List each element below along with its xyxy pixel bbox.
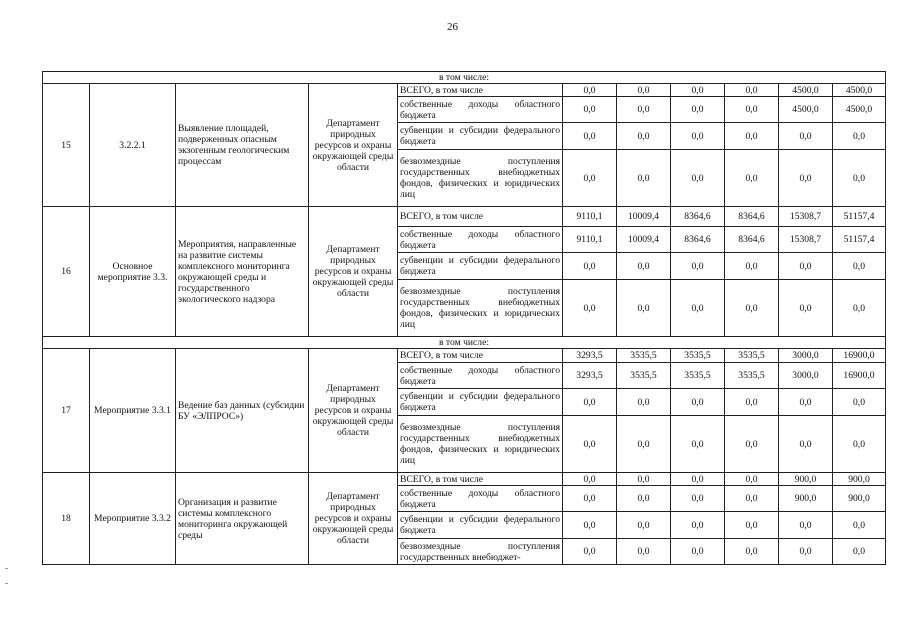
row-department: Департамент природных ресурсов и охраны окружающей среды области [309, 349, 398, 473]
value-cell: 0,0 [725, 416, 779, 473]
source-total: ВСЕГО, в том числе [398, 207, 563, 227]
value-cell: 0,0 [833, 253, 886, 280]
row-code: Основное мероприятие 3.3. [90, 207, 176, 337]
value-cell: 3535,5 [725, 349, 779, 363]
row-department: Департамент природных ресурсов и охраны окружающей среды области [309, 473, 398, 565]
value-cell: 0,0 [563, 512, 617, 539]
row-code: Мероприятие 3.3.1 [90, 349, 176, 473]
subheader-label: в том числе: [43, 337, 886, 349]
table-row [43, 84, 886, 97]
value-cell: 3535,5 [671, 349, 725, 363]
value-cell: 10009,4 [617, 227, 671, 253]
value-cell: 10009,4 [617, 207, 671, 227]
value-cell: 0,0 [563, 416, 617, 473]
value-cell: 0,0 [779, 253, 833, 280]
value-cell: 0,0 [563, 97, 617, 123]
value-cell: 0,0 [725, 150, 779, 207]
row-number: 16 [43, 207, 90, 337]
value-cell: 0,0 [671, 416, 725, 473]
source-regional: собственные доходы областного бюджета [398, 363, 563, 389]
value-cell: 0,0 [671, 486, 725, 512]
value-cell: 4500,0 [779, 97, 833, 123]
value-cell: 0,0 [779, 539, 833, 565]
value-cell: 0,0 [725, 84, 779, 97]
value-cell: 0,0 [563, 123, 617, 150]
source-total: ВСЕГО, в том числе [398, 473, 563, 486]
value-cell: 0,0 [617, 253, 671, 280]
subheader-row [43, 337, 886, 349]
value-cell: 0,0 [671, 97, 725, 123]
value-cell: 0,0 [617, 97, 671, 123]
value-cell: 0,0 [671, 389, 725, 416]
value-cell: 16900,0 [833, 349, 886, 363]
value-cell: 0,0 [563, 253, 617, 280]
budget-table [42, 71, 886, 565]
value-cell: 0,0 [617, 512, 671, 539]
value-cell: 0,0 [671, 150, 725, 207]
value-cell: 900,0 [779, 486, 833, 512]
value-cell: 8364,6 [671, 207, 725, 227]
row-name: Ведение баз данных (субсидии БУ «ЭЛПРОС») [176, 349, 309, 473]
scan-artifact [5, 568, 8, 584]
value-cell: 3535,5 [617, 349, 671, 363]
value-cell: 0,0 [563, 280, 617, 337]
value-cell: 0,0 [725, 512, 779, 539]
value-cell: 0,0 [725, 473, 779, 486]
value-cell: 0,0 [617, 150, 671, 207]
value-cell: 9110,1 [563, 207, 617, 227]
value-cell: 0,0 [833, 512, 886, 539]
value-cell: 0,0 [671, 512, 725, 539]
row-name: Организация и развитие системы комплексного мониторинга окружающей среды [176, 473, 309, 565]
value-cell: 0,0 [833, 539, 886, 565]
budget-table-sheet [42, 71, 886, 565]
value-cell: 0,0 [563, 539, 617, 565]
value-cell: 4500,0 [833, 84, 886, 97]
value-cell: 0,0 [617, 123, 671, 150]
subheader-label: в том числе: [43, 72, 886, 84]
value-cell: 3000,0 [779, 349, 833, 363]
value-cell: 0,0 [671, 280, 725, 337]
value-cell: 4500,0 [833, 97, 886, 123]
source-total: ВСЕГО, в том числе [398, 84, 563, 97]
value-cell: 3535,5 [671, 363, 725, 389]
source-regional: собственные доходы областного бюджета [398, 97, 563, 123]
row-name: Выявление площадей, подверженных опасным экзогенным геологическим процессам [176, 84, 309, 207]
value-cell: 51157,4 [833, 207, 886, 227]
value-cell: 0,0 [617, 84, 671, 97]
page-number: 26 [447, 21, 458, 33]
value-cell: 0,0 [671, 539, 725, 565]
source-federal: субвенции и субсидии федерального бюджета [398, 253, 563, 280]
source-regional: собственные доходы областного бюджета [398, 227, 563, 253]
value-cell: 15308,7 [779, 207, 833, 227]
value-cell: 0,0 [563, 486, 617, 512]
value-cell: 0,0 [779, 389, 833, 416]
value-cell: 0,0 [779, 416, 833, 473]
value-cell: 0,0 [833, 389, 886, 416]
source-total: ВСЕГО, в том числе [398, 349, 563, 363]
value-cell: 0,0 [833, 280, 886, 337]
table-row [43, 207, 886, 227]
value-cell: 3535,5 [725, 363, 779, 389]
value-cell: 0,0 [779, 512, 833, 539]
row-code: Мероприятие 3.3.2 [90, 473, 176, 565]
value-cell: 0,0 [779, 280, 833, 337]
value-cell: 51157,4 [833, 227, 886, 253]
value-cell: 900,0 [833, 486, 886, 512]
value-cell: 0,0 [833, 150, 886, 207]
row-number: 17 [43, 349, 90, 473]
value-cell: 0,0 [779, 123, 833, 150]
value-cell: 0,0 [617, 473, 671, 486]
value-cell: 0,0 [725, 253, 779, 280]
value-cell: 0,0 [563, 389, 617, 416]
source-federal: субвенции и субсидии федерального бюджета [398, 389, 563, 416]
value-cell: 15308,7 [779, 227, 833, 253]
table-row [43, 473, 886, 486]
row-code: 3.2.2.1 [90, 84, 176, 207]
value-cell: 0,0 [617, 416, 671, 473]
row-number: 15 [43, 84, 90, 207]
value-cell: 0,0 [563, 84, 617, 97]
value-cell: 3293,5 [563, 363, 617, 389]
value-cell: 3000,0 [779, 363, 833, 389]
value-cell: 0,0 [833, 123, 886, 150]
source-federal: субвенции и субсидии федерального бюджета [398, 123, 563, 150]
value-cell: 0,0 [671, 473, 725, 486]
value-cell: 4500,0 [779, 84, 833, 97]
table-row [43, 349, 886, 363]
source-regional: собственные доходы областного бюджета [398, 486, 563, 512]
value-cell: 0,0 [833, 416, 886, 473]
value-cell: 0,0 [671, 253, 725, 280]
value-cell: 0,0 [725, 97, 779, 123]
subheader-row [43, 72, 886, 84]
value-cell: 0,0 [671, 84, 725, 97]
value-cell: 3293,5 [563, 349, 617, 363]
row-name: Мероприятия, направленные на развитие системы комплексного мониторинга окружающей среды и государственного экологического надзора [176, 207, 309, 337]
value-cell: 0,0 [563, 473, 617, 486]
value-cell: 8364,6 [725, 227, 779, 253]
value-cell: 0,0 [779, 150, 833, 207]
value-cell: 8364,6 [725, 207, 779, 227]
value-cell: 0,0 [617, 539, 671, 565]
value-cell: 3535,5 [617, 363, 671, 389]
value-cell: 8364,6 [671, 227, 725, 253]
value-cell: 900,0 [833, 473, 886, 486]
value-cell: 0,0 [617, 389, 671, 416]
row-number: 18 [43, 473, 90, 565]
source-extrabudgetary-truncated: безвозмездные поступления государственных внебюджет- [398, 539, 563, 565]
value-cell: 0,0 [725, 486, 779, 512]
value-cell: 16900,0 [833, 363, 886, 389]
value-cell: 0,0 [725, 389, 779, 416]
value-cell: 900,0 [779, 473, 833, 486]
row-department: Департамент природных ресурсов и охраны окружающей среды области [309, 84, 398, 207]
source-extrabudgetary: безвозмездные поступления государственных внебюджетных фондов, физических и юридических лиц [398, 280, 563, 337]
value-cell: 0,0 [563, 150, 617, 207]
value-cell: 0,0 [617, 486, 671, 512]
value-cell: 0,0 [725, 123, 779, 150]
row-department: Департамент природных ресурсов и охраны окружающей среды области [309, 207, 398, 337]
value-cell: 9110,1 [563, 227, 617, 253]
value-cell: 0,0 [671, 123, 725, 150]
value-cell: 0,0 [725, 539, 779, 565]
source-extrabudgetary: безвозмездные поступления государственных внебюджетных фондов, физических и юридических лиц [398, 150, 563, 207]
value-cell: 0,0 [725, 280, 779, 337]
source-federal: субвенции и субсидии федерального бюджета [398, 512, 563, 539]
source-extrabudgetary: безвозмездные поступления государственных внебюджетных фондов, физических и юридических лиц [398, 416, 563, 473]
value-cell: 0,0 [617, 280, 671, 337]
